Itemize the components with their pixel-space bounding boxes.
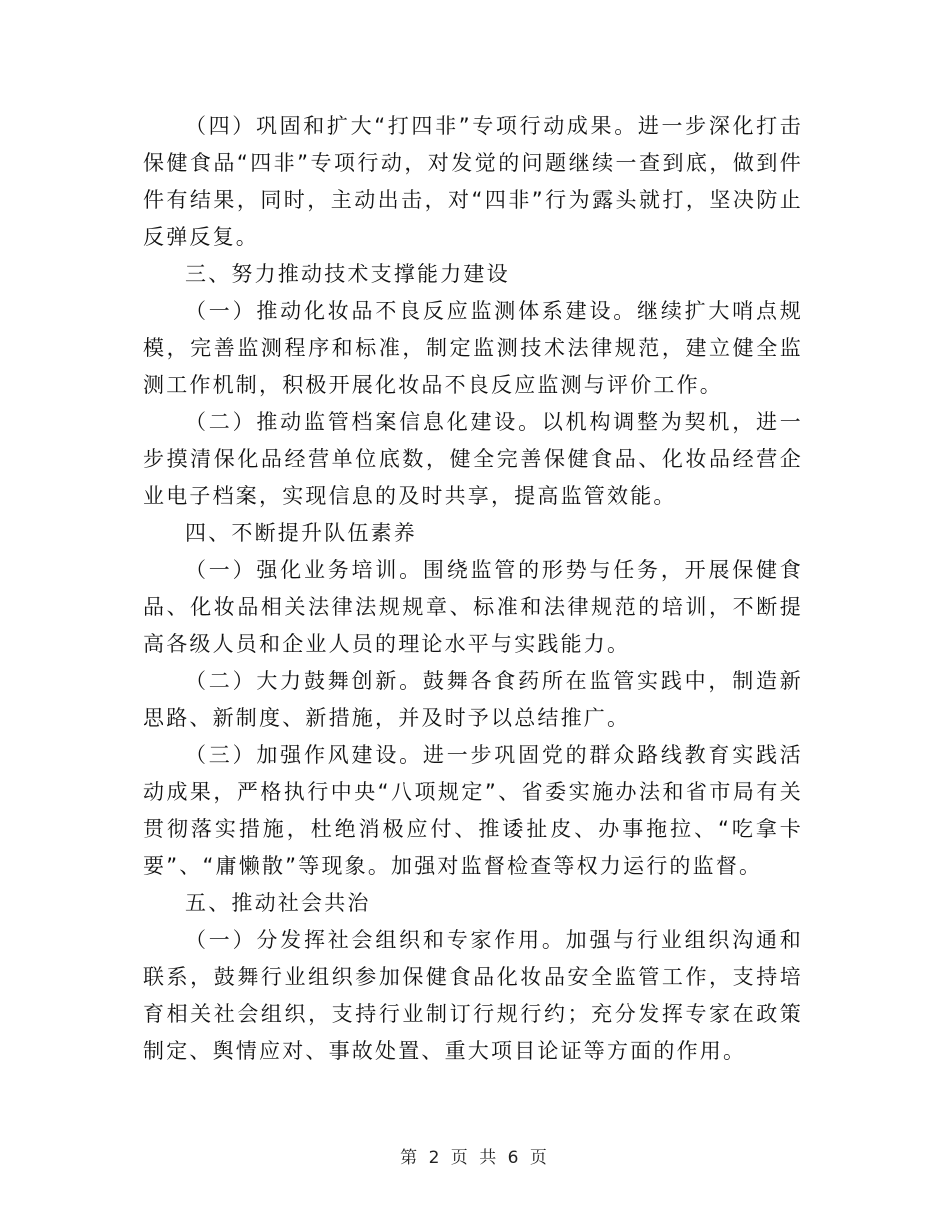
section-heading-5: 五、推动社会共治: [185, 891, 371, 915]
document-body: [143, 108, 803, 1070]
paragraph-4-consolidate-campaign: （四）巩固和扩大“打四非”专项行动成果。进一步深化打击保健食品“四非”专项行动，对发觉的问题继续一查到底，做到件件有结果，同时，主动出击，对“四非”行为露头就打，坚决防止反弹反复。: [143, 114, 803, 249]
paragraph-work-style: （三）加强作风建设。进一步巩固党的群众路线教育实践活动成果，严格执行中央“八项规定”、省委实施办法和省市局有关贯彻落实措施，杜绝消极应付、推诿扯皮、办事拖拉、“吃拿卡要”、“庸懒散”等现象。加强对监督检查等权力运行的监督。: [143, 743, 803, 878]
paragraph-archive-informatization: （二）推动监管档案信息化建设。以机构调整为契机，进一步摸清保化品经营单位底数，健全完善保健食品、化妆品经营企业电子档案，实现信息的及时共享，提高监管效能。: [143, 410, 803, 508]
paragraph-training: （一）强化业务培训。围绕监管的形势与任务，开展保健食品、化妆品相关法律法规规章、标准和法律规范的培训，不断提高各级人员和企业人员的理论水平与实践能力。: [143, 558, 803, 656]
page-footer: 第 2 页 共 6 页: [400, 1148, 550, 1168]
paragraph-social-organizations: （一）分发挥社会组织和专家作用。加强与行业组织沟通和联系，鼓舞行业组织参加保健食品化妆品安全监管工作，支持培育相关社会组织，支持行业制订行规行约；充分发挥专家在政策制定、舆情应对、事故处置、重大项目论证等方面的作用。: [143, 928, 803, 1063]
paragraph-cosmetics-monitoring: （一）推动化妆品不良反应监测体系建设。继续扩大哨点规模，完善监测程序和标准，制定监测技术法律规范，建立健全监测工作机制，积极开展化妆品不良反应监测与评价工作。: [143, 299, 803, 397]
paragraph-innovation: （二）大力鼓舞创新。鼓舞各食药所在监管实践中，制造新思路、新制度、新措施，并及时予以总结推广。: [143, 669, 803, 730]
section-heading-4: 四、不断提升队伍素养: [185, 521, 417, 545]
section-heading-3: 三、努力推动技术支撑能力建设: [185, 262, 510, 286]
